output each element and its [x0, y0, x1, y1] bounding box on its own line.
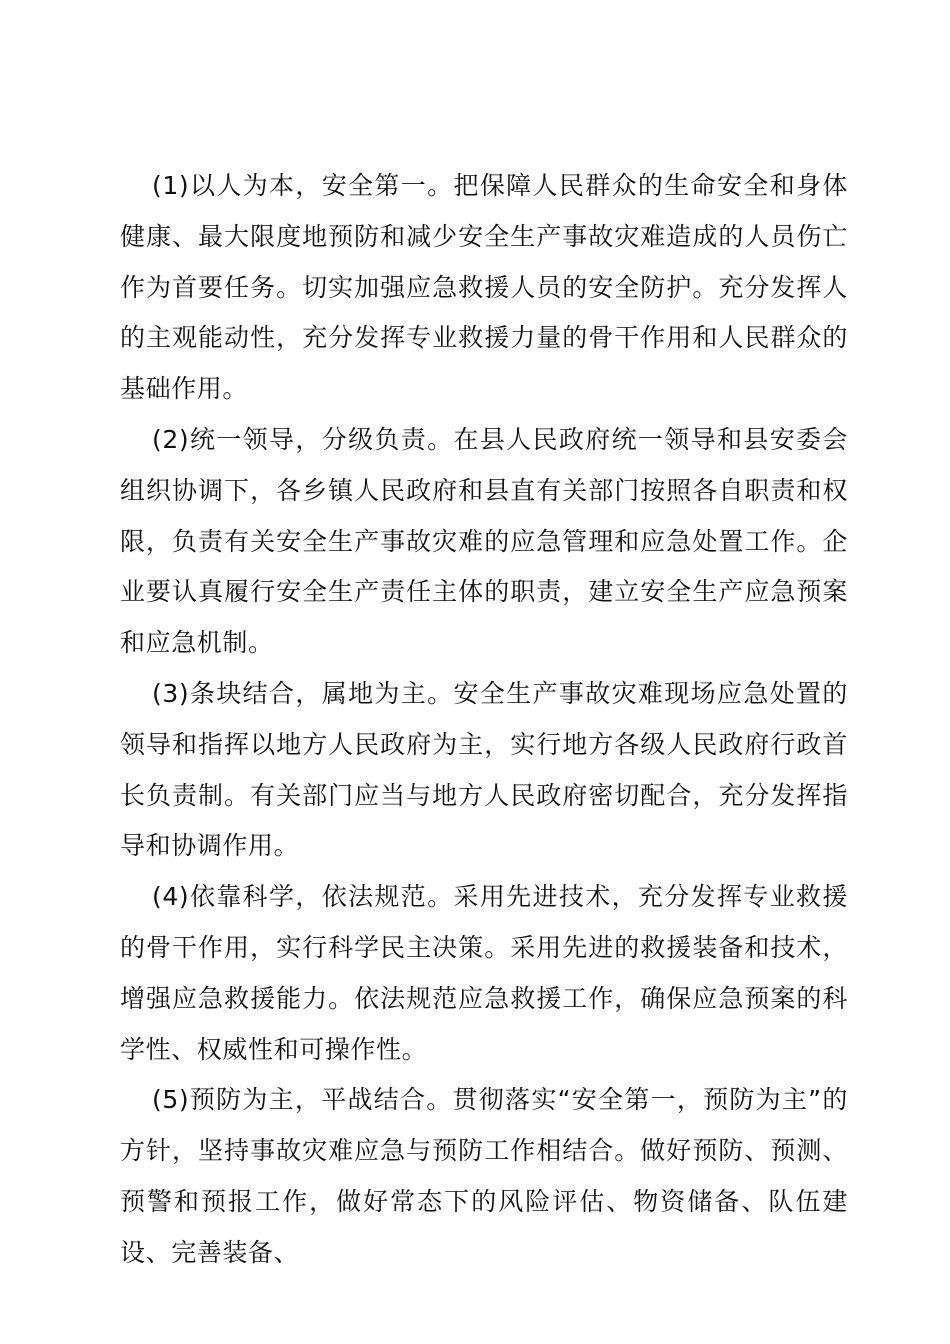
paragraph-principle-1: (1)以人为本，安全第一。把保障人民群众的生命安全和身体健康、最大限度地预防和减少安全生产事故灾难造成的人员伤亡作为首要任务。切实加强应急救援人员的安全防护。充分发挥人的主观能动性，充分发挥专业救援力量的骨干作用和人民群众的基础作用。 — [120, 171, 848, 404]
paragraph-principle-4: (4)依靠科学，依法规范。采用先进技术，充分发挥专业救援的骨干作用，实行科学民主决策。采用先进的救援装备和技术，增强应急救援能力。依法规范应急救援工作，确保应急预案的科学性、权威性和可操作性。 — [120, 882, 848, 1064]
paragraph-principle-3: (3)条块结合，属地为主。安全生产事故灾难现场应急处置的领导和指挥以地方人民政府为主，实行地方各级人民政府行政首长负责制。有关部门应当与地方人民政府密切配合，充分发挥指导和协调作用。 — [120, 678, 848, 861]
paragraph-principle-2: (2)统一领导，分级负责。在县人民政府统一领导和县安委会组织协调下，各乡镇人民政府和县直有关部门按照各自职责和权限，负责有关安全生产事故灾难的应急管理和应急处置工作。企业要认真履行安全生产责任主体的职责，建立安全生产应急预案和应急机制。 — [120, 424, 848, 658]
paragraph-principle-5: (5)预防为主，平战结合。贯彻落实“安全第一，预防为主”的方针，坚持事故灾难应急与预防工作相结合。做好预防、预测、预警和预报工作，做好常态下的风险评估、物资储备、队伍建设、完善装备、 — [120, 1085, 848, 1267]
document-page — [120, 161, 848, 1279]
